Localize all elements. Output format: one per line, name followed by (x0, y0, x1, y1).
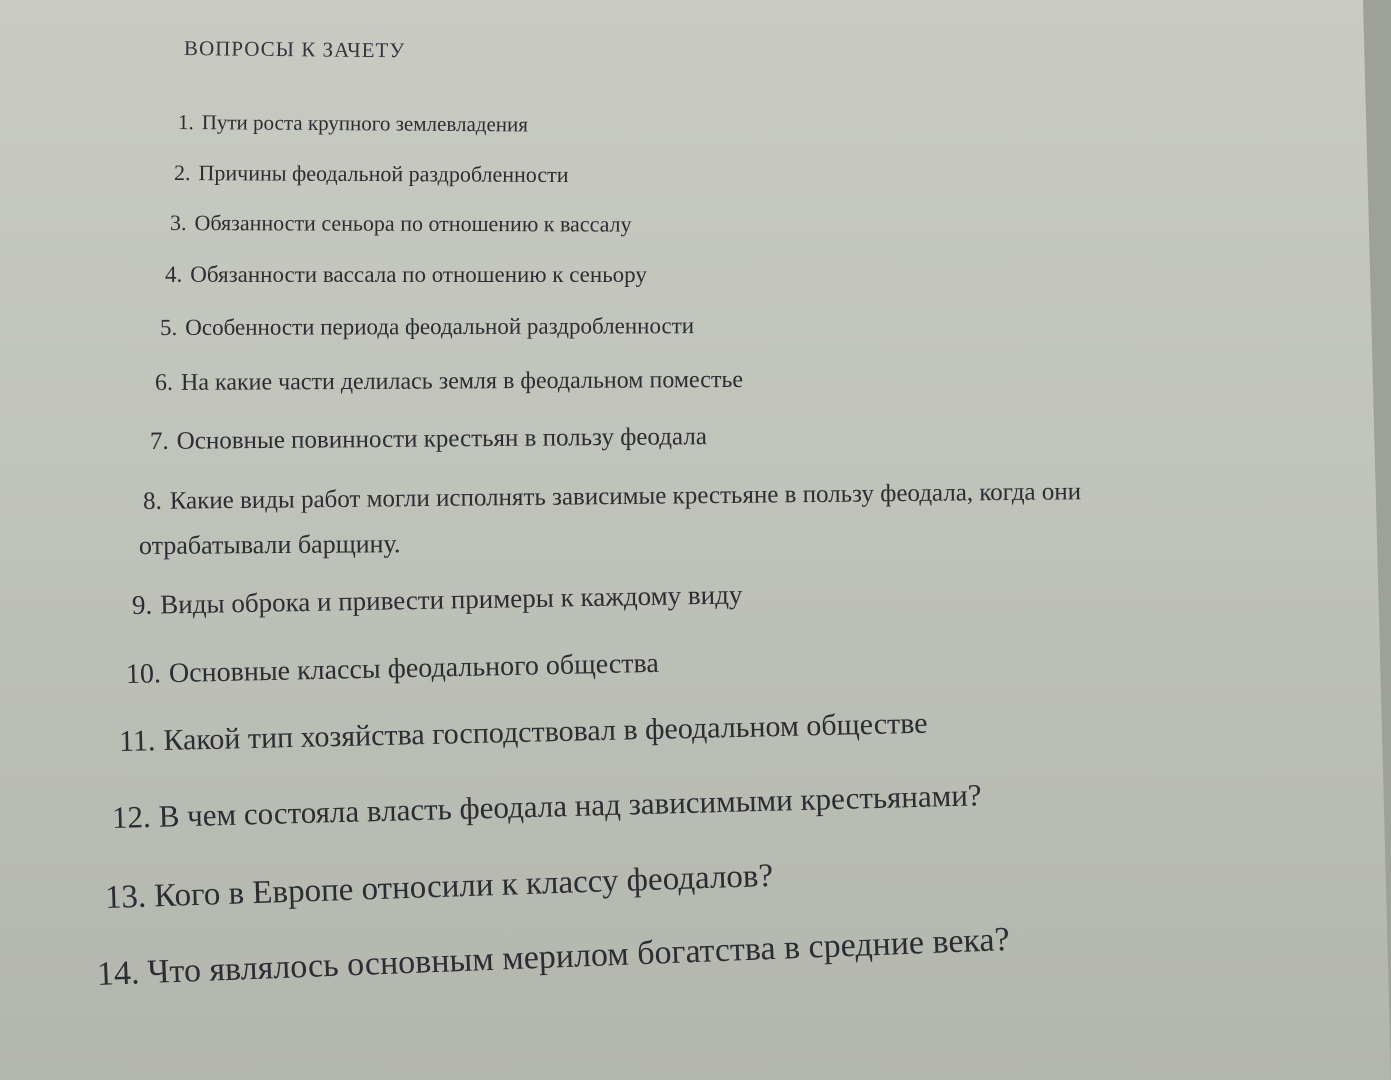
question-13 (104, 858, 773, 917)
question-5 (160, 313, 694, 341)
question-number: 11. (118, 724, 156, 758)
question-text: Какие виды работ могли исполнять зависимые крестьяне в пользу феодала, когда они (169, 478, 1082, 515)
question-8 (143, 478, 1081, 516)
question-text: В чем состояла власть феодала над зависимыми крестьянами? (158, 777, 982, 834)
question-9 (132, 579, 743, 621)
question-7 (150, 423, 707, 456)
question-10 (126, 648, 659, 691)
question-text: Основные повинности крестьян в пользу феодала (176, 423, 707, 455)
question-text: Виды оброка и привести примеры к каждому виду (159, 579, 743, 620)
question-text: На какие части делилась земля в феодальном поместье (180, 366, 744, 396)
question-12 (112, 777, 982, 836)
question-text: Кого в Европе относили к классу феодалов? (153, 857, 774, 915)
question-number: 6. (154, 369, 174, 396)
question-number: 5. (159, 314, 178, 340)
question-number: 12. (111, 798, 152, 835)
question-number: 4. (165, 262, 183, 287)
question-text: Пути роста крупного землевладения (201, 110, 529, 137)
question-number: 13. (104, 878, 147, 916)
question-number: 14. (96, 954, 141, 993)
question-number: 7. (149, 427, 169, 455)
question-number: 9. (131, 589, 153, 620)
question-number: 8. (142, 487, 162, 515)
question-11 (119, 707, 928, 759)
question-14 (96, 921, 1010, 994)
question-text: Основные классы феодального общества (168, 647, 660, 690)
question-number: 1. (177, 110, 194, 135)
question-3 (170, 210, 632, 238)
question-text: Обязанности вассала по отношению к сеньору (190, 262, 647, 287)
document-title: ВОПРОСЫ К ЗАЧЕТУ (183, 36, 406, 63)
question-number: 2. (173, 160, 191, 186)
question-text: Какой тип хозяйства господствовал в феодальном обществе (162, 706, 928, 757)
question-number: 3. (169, 210, 187, 236)
question-2 (174, 160, 569, 188)
question-4 (165, 262, 647, 288)
paper-edge-shadow (1363, 0, 1391, 1080)
question-8-continuation: отрабатывали барщину. (138, 529, 401, 560)
question-text: Особенности периода феодальной раздробленности (185, 313, 695, 340)
question-number: 10. (125, 658, 162, 690)
question-1 (178, 110, 528, 137)
question-text: Что являлось основным мерилом богатства в средние века? (146, 920, 1011, 992)
question-text: Обязанности сеньора по отношению к вассалу (194, 210, 632, 237)
question-text: Причины феодальной раздробленности (198, 160, 569, 188)
question-6 (155, 367, 743, 397)
